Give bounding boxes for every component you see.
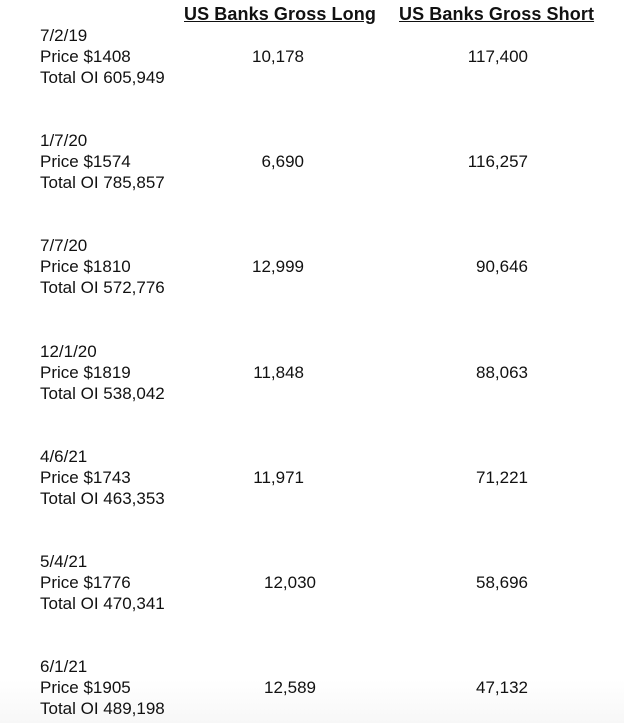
table-row <box>0 446 624 516</box>
gross-long-value: 12,589 <box>264 678 316 697</box>
gross-long-value: 11,848 <box>253 363 304 382</box>
gross-long-value: 6,690 <box>261 152 304 171</box>
date-block <box>40 25 165 88</box>
row-total-oi: Total OI 489,198 <box>40 699 165 718</box>
gross-long-value: 12,030 <box>264 573 316 592</box>
row-price: Price $1905 <box>40 678 131 697</box>
row-price: Price $1574 <box>40 152 131 171</box>
gross-long-value: 12,999 <box>252 257 304 276</box>
row-price: Price $1776 <box>40 573 131 592</box>
row-date: 5/4/21 <box>40 552 88 571</box>
row-date: 12/1/20 <box>40 342 97 361</box>
row-date: 7/7/20 <box>40 236 88 255</box>
row-total-oi: Total OI 572,776 <box>40 278 165 297</box>
table-row <box>0 25 624 95</box>
table-row <box>0 551 624 621</box>
gross-short-value: 71,221 <box>476 468 528 487</box>
row-price: Price $1810 <box>40 257 131 276</box>
row-total-oi: Total OI 463,353 <box>40 489 165 508</box>
gross-short-value: 58,696 <box>476 573 528 592</box>
column-header-gross-short: US Banks Gross Short <box>399 4 595 24</box>
gross-short-value: 117,400 <box>467 47 528 66</box>
date-block <box>40 656 165 719</box>
date-block <box>40 551 165 614</box>
row-total-oi: Total OI 605,949 <box>40 68 165 87</box>
row-date: 6/1/21 <box>40 657 88 676</box>
gross-long-value: 10,178 <box>252 47 304 66</box>
gross-short-value: 88,063 <box>476 363 528 382</box>
date-block <box>40 235 165 298</box>
row-price: Price $1819 <box>40 363 131 382</box>
gross-short-value: 116,257 <box>467 152 528 171</box>
row-date: 1/7/20 <box>40 131 88 150</box>
row-date: 7/2/19 <box>40 26 88 45</box>
gross-short-value: 47,132 <box>476 678 528 697</box>
row-date: 4/6/21 <box>40 447 88 466</box>
table-row <box>0 656 624 723</box>
row-total-oi: Total OI 538,042 <box>40 384 165 403</box>
table-row <box>0 341 624 411</box>
row-price: Price $1408 <box>40 47 131 66</box>
date-block <box>40 130 165 193</box>
gross-short-value: 90,646 <box>476 257 528 276</box>
row-total-oi: Total OI 785,857 <box>40 173 165 192</box>
column-header-gross-long: US Banks Gross Long <box>184 4 376 24</box>
table-row <box>0 235 624 305</box>
row-total-oi: Total OI 470,341 <box>40 594 165 613</box>
row-price: Price $1743 <box>40 468 131 487</box>
date-block <box>40 446 165 509</box>
gross-long-value: 11,971 <box>253 468 304 487</box>
date-block <box>40 341 165 404</box>
table-row <box>0 130 624 200</box>
